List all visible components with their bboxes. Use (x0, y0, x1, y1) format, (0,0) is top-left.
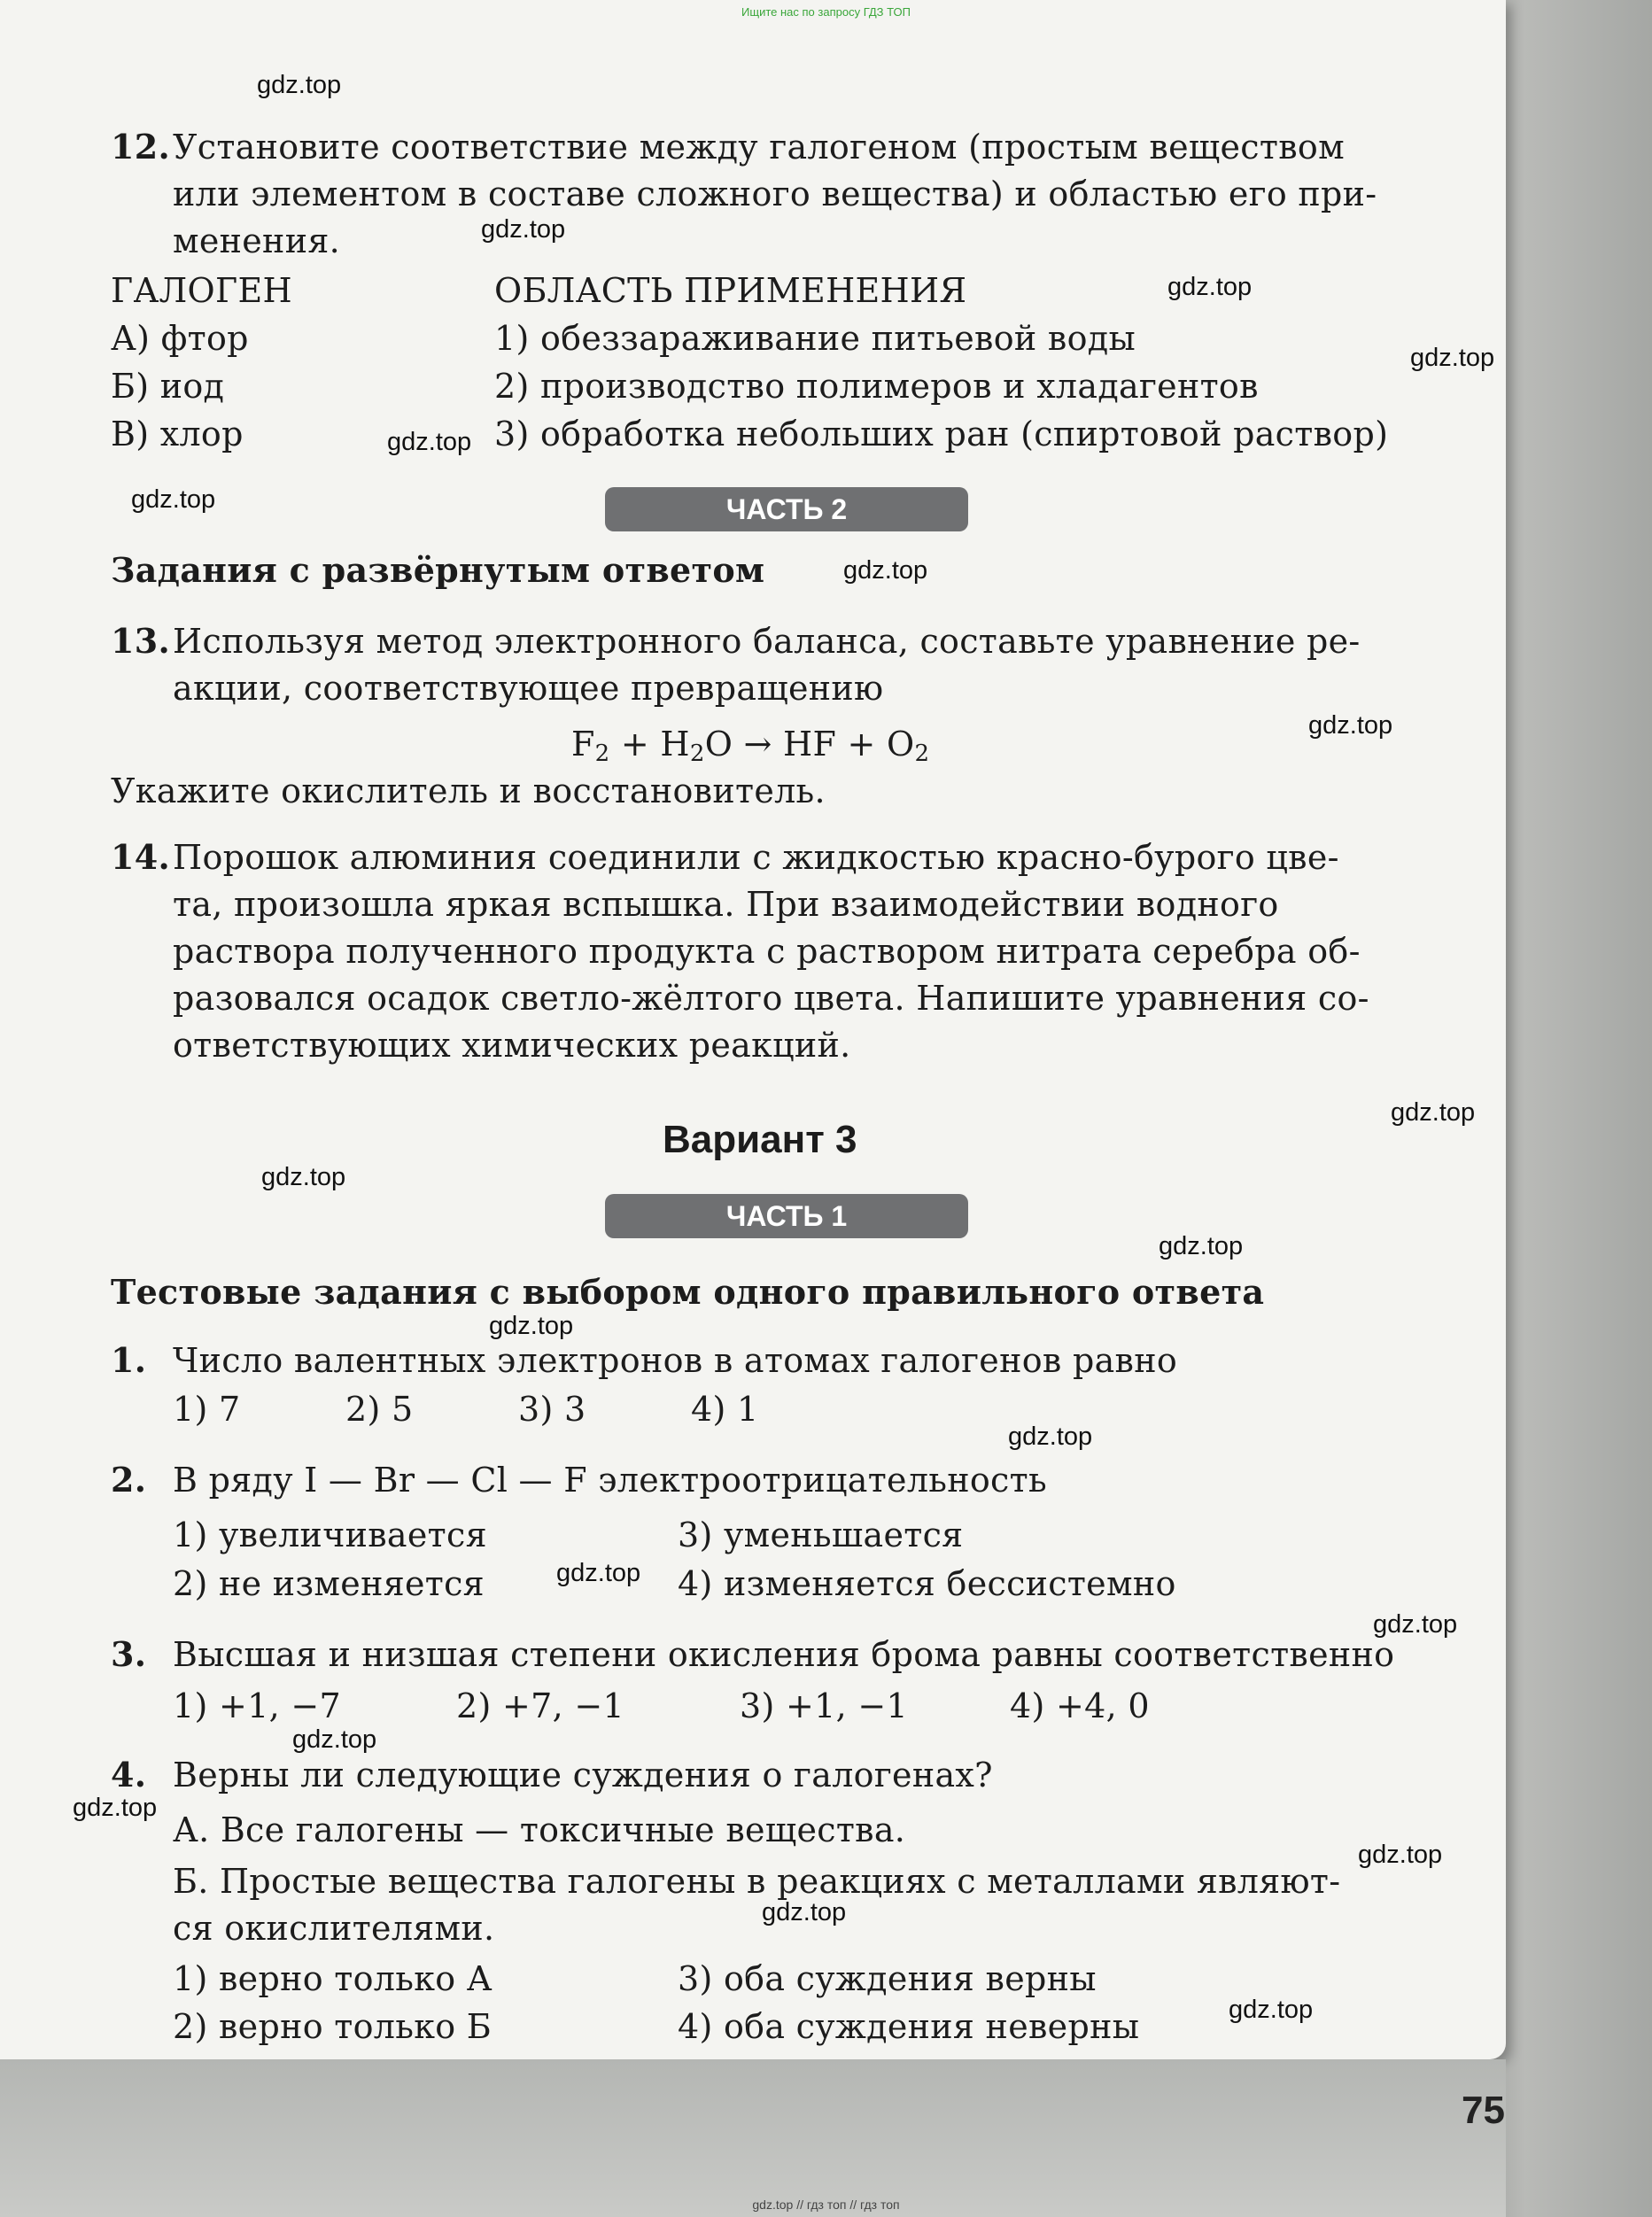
watermark: gdz.top (481, 215, 566, 244)
watermark: gdz.top (1391, 1098, 1476, 1127)
watermark: gdz.top (292, 1725, 377, 1754)
eq-subscript: 2 (594, 740, 610, 767)
t2-option: 4) изменяется бессистемно (678, 1564, 1176, 1603)
watermark: gdz.top (73, 1794, 158, 1822)
t4-option: 1) верно только А (173, 1959, 492, 1998)
watermark: gdz.top (1410, 344, 1495, 372)
q13-number: 13. (111, 621, 171, 661)
watermark: gdz.top (257, 71, 342, 99)
watermark: gdz.top (387, 428, 472, 456)
q12-line: менения. (173, 221, 340, 260)
t1-text: Число валентных электронов в атомах галогенов равно (173, 1341, 1178, 1380)
eq-part: F (571, 725, 595, 764)
part1-title: Тестовые задания с выбором одного правильного ответа (111, 1272, 1265, 1312)
watermark: gdz.top (1008, 1422, 1093, 1451)
page-bottom-shadow (0, 2059, 1506, 2217)
q14-line: ответствующих химических реакций. (173, 1026, 851, 1065)
t3-option: 3) +1, −1 (740, 1686, 908, 1725)
q13-line: Укажите окислитель и восстановитель. (111, 771, 826, 810)
t4-text: Верны ли следующие суждения о галогенах? (173, 1756, 993, 1795)
t4-option: 4) оба суждения неверны (678, 2007, 1140, 2046)
part1-label: ЧАСТЬ 1 (605, 1194, 968, 1238)
q12-right-item: 3) обработка небольших ран (спиртовой раствор) (494, 415, 1389, 453)
t4-statement: ся окислителями. (173, 1909, 495, 1948)
t2-text: В ряду I — Br — Cl — F электроотрицательность (173, 1461, 1047, 1500)
watermark: gdz.top (556, 1559, 641, 1587)
t1-option: 4) 1 (691, 1390, 759, 1429)
t2-option: 3) уменьшается (678, 1515, 964, 1554)
q12-line: или элементом в составе сложного вещества) и областью его при- (173, 174, 1377, 213)
page-number: 75 (1462, 2089, 1505, 2132)
t3-number: 3. (111, 1634, 147, 1674)
part2-title: Задания с развёрнутым ответом (111, 550, 765, 590)
watermark: gdz.top (261, 1163, 346, 1191)
t4-option: 2) верно только Б (173, 2007, 492, 2046)
t2-option: 2) не изменяется (173, 1564, 485, 1603)
top-note: Ищите нас по запросу ГДЗ ТОП (741, 5, 911, 19)
q14-number: 14. (111, 837, 171, 877)
bottom-note: gdz.top // гдз топ // гдз топ (752, 2198, 900, 2212)
q12-right-item: 2) производство полимеров и хладагентов (494, 367, 1259, 406)
q12-left-item: Б) иод (111, 367, 225, 406)
q14-line: та, произошла яркая вспышка. При взаимодействии водного (173, 885, 1279, 924)
t4-statement: Б. Простые вещества галогены в реакциях с металлами являют- (173, 1862, 1341, 1901)
watermark: gdz.top (131, 485, 216, 514)
t1-number: 1. (111, 1340, 147, 1380)
t3-option: 4) +4, 0 (1010, 1686, 1150, 1725)
watermark: gdz.top (1159, 1232, 1244, 1260)
watermark: gdz.top (1308, 711, 1393, 740)
q12-col2-header: ОБЛАСТЬ ПРИМЕНЕНИЯ (494, 271, 967, 310)
q14-line: разовался осадок светло-жёлтого цвета. Напишите уравнения со- (173, 979, 1369, 1018)
q12-left-item: А) фтор (111, 319, 249, 358)
t4-statement: А. Все галогены — токсичные вещества. (173, 1810, 906, 1849)
watermark: gdz.top (762, 1898, 847, 1926)
watermark: gdz.top (1167, 273, 1253, 301)
t1-option: 2) 5 (345, 1390, 414, 1429)
part2-label: ЧАСТЬ 2 (605, 487, 968, 531)
q12-number: 12. (111, 127, 171, 167)
t1-option: 3) 3 (518, 1390, 586, 1429)
t2-number: 2. (111, 1460, 147, 1500)
t2-option: 1) увеличивается (173, 1515, 487, 1554)
eq-part: O → HF + O (704, 725, 915, 764)
watermark: gdz.top (489, 1312, 574, 1340)
watermark: gdz.top (1358, 1841, 1443, 1869)
t4-option: 3) оба суждения верны (678, 1959, 1097, 1998)
eq-subscript: 2 (914, 740, 930, 767)
watermark: gdz.top (843, 556, 928, 585)
t4-number: 4. (111, 1755, 147, 1795)
eq-subscript: 2 (689, 740, 705, 767)
variant-title: Вариант 3 (663, 1118, 857, 1161)
t3-option: 2) +7, −1 (456, 1686, 624, 1725)
t1-option: 1) 7 (173, 1390, 241, 1429)
q12-right-item: 1) обеззараживание питьевой воды (494, 319, 1136, 358)
q12-line: Установите соответствие между галогеном (простым веществом (173, 128, 1345, 167)
q14-line: Порошок алюминия соединили с жидкостью красно-бурого цве- (173, 838, 1339, 877)
t3-text: Высшая и низшая степени окисления брома равны соответственно (173, 1635, 1395, 1674)
q13-line: Используя метод электронного баланса, составьте уравнение ре- (173, 622, 1361, 661)
q12-col1-header: ГАЛОГЕН (111, 271, 292, 310)
watermark: gdz.top (1373, 1610, 1458, 1639)
watermark: gdz.top (1229, 1996, 1314, 2024)
eq-part: + H (609, 725, 690, 764)
q13-line: акции, соответствующее превращению (173, 669, 884, 708)
q12-left-item: В) хлор (111, 415, 244, 453)
q14-line: раствора полученного продукта с раствором нитрата серебра об- (173, 932, 1361, 971)
t3-option: 1) +1, −7 (173, 1686, 341, 1725)
